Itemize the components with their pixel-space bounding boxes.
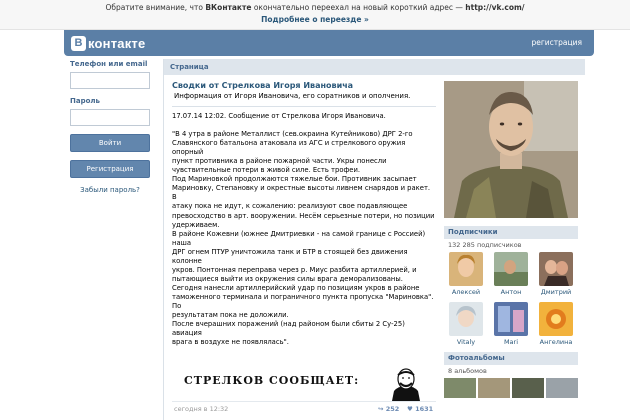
subscriber-name: Алексей	[451, 288, 481, 296]
avatar	[494, 302, 528, 336]
site-header	[64, 30, 594, 56]
share-count: 252	[385, 405, 400, 413]
vk-logo[interactable]	[71, 35, 145, 51]
avatar	[449, 252, 483, 286]
notice-text-mid: окончательно переехал на новый короткий адрес —	[251, 3, 466, 12]
share-button[interactable]	[378, 402, 399, 416]
register-button[interactable]: Регистрация	[70, 160, 150, 178]
post-footer	[172, 401, 436, 415]
post-text: 17.07.14 12:02. Сообщение от Стрелкова Игоря Ивановича. "В 4 утра в районе Металлист (сев.окраина Кутейниково) ДРГ 2-го Славянского батальона атаковала из АГС и стрелкового оружия опорный пункт противника в районе пожарной части. Укры понесли чувствительные потери в живой силе. Есть трофеи. Под Мариновкой продолжаются тяжелые бои. Противник засыпает Мариновку, Степановку и окрестные высоты ливнем снарядов и ракет. В атаку пока не идут, к сожалению: реализуют свое подавляющее превосходство в арт. вооружении. Несём серьезные потери, но позиции удерживаем. В районе Кожевни (южнее Дмитриевки - на самой границе с Россией) наша ДРГ огнем ПТУР уничтожила танк и БТР в стоящей без движения колонне укров. Понтонная переправа через р. Миус разбита артиллерией, и пытающиеся выйти из окружения силы врага деморализованы. Сегодня нанесли артиллерийский удар по позициям укров в районе таможенного терминала и пограничного пункта пропуска "Мариновка". По результатам пока не доложили. После вчерашних поражений (над районом были сбиты 2 Су-25) авиация врага в воздухе не появлялась".	[172, 112, 435, 347]
subscriber-name: Антон	[500, 288, 522, 296]
avatar	[449, 302, 483, 336]
album-thumb	[444, 378, 476, 398]
albums-header[interactable]: Фотоальбомы	[444, 352, 578, 365]
notice-brand: ВКонтакте	[205, 3, 252, 12]
banner-text: СТРЕЛКОВ СООБЩАЕТ:	[184, 374, 360, 387]
forgot-password-link[interactable]: Забыли пароль?	[80, 186, 140, 194]
subscriber-item[interactable]	[444, 302, 488, 346]
subscriber-item[interactable]	[489, 302, 533, 346]
vk-logo-text: контакте	[88, 35, 146, 51]
profile-photo[interactable]	[444, 81, 578, 218]
avatar	[539, 252, 573, 286]
avatar	[539, 302, 573, 336]
page-title: Сводки от Стрелкова Игоря Ивановича	[172, 81, 354, 90]
main-content	[163, 59, 585, 420]
albums-preview[interactable]	[444, 378, 578, 398]
post-image-banner[interactable]	[174, 367, 432, 401]
albums-count: 8 альбомов	[448, 367, 487, 375]
avatar	[494, 252, 528, 286]
heart-icon: ♥	[407, 405, 416, 413]
subscriber-item[interactable]	[534, 252, 578, 296]
like-button[interactable]	[407, 402, 433, 416]
subscriber-name: Дмитрий	[540, 288, 572, 296]
notice-line	[0, 2, 630, 14]
post-time[interactable]: сегодня в 12:32	[174, 405, 229, 413]
notice-text-before: Обратите внимание, что	[105, 3, 206, 12]
subscriber-name: Ангелина	[539, 338, 573, 346]
subscribers-header[interactable]: Подписчики	[444, 226, 578, 239]
phone-input[interactable]	[70, 72, 150, 89]
like-count: 1631	[415, 405, 434, 413]
divider	[172, 106, 436, 107]
login-button[interactable]: Войти	[70, 134, 150, 152]
phone-label: Телефон или email	[70, 60, 148, 68]
album-thumb	[546, 378, 578, 398]
subscriber-item[interactable]	[444, 252, 488, 296]
vk-logo-icon: В	[71, 36, 86, 51]
portrait-sketch-icon	[384, 367, 428, 401]
notice-url-link[interactable]: http://vk.com/	[465, 3, 525, 12]
password-label: Пароль	[70, 97, 100, 105]
album-thumb	[478, 378, 510, 398]
album-thumb	[512, 378, 544, 398]
password-input[interactable]	[70, 109, 150, 126]
notice-more-link[interactable]: Подробнее о переезде »	[261, 15, 369, 24]
subscribers-count: 132 285 подписчиков	[448, 241, 522, 249]
subscribers-grid	[444, 252, 578, 346]
wall-post	[172, 81, 436, 347]
share-icon: ↪	[378, 405, 386, 413]
relocation-notice	[0, 0, 630, 30]
subscriber-name: Vitaly	[456, 338, 476, 346]
login-sidebar	[70, 60, 156, 194]
subscriber-item[interactable]	[489, 252, 533, 296]
page-subtitle: Информация от Игоря Ивановича, его соратников и ополчения.	[174, 92, 411, 100]
breadcrumb: Страница	[164, 59, 585, 75]
subscriber-item[interactable]	[534, 302, 578, 346]
header-register-link[interactable]: регистрация	[531, 38, 582, 47]
subscriber-name: Mari	[503, 338, 519, 346]
right-column	[444, 81, 584, 398]
